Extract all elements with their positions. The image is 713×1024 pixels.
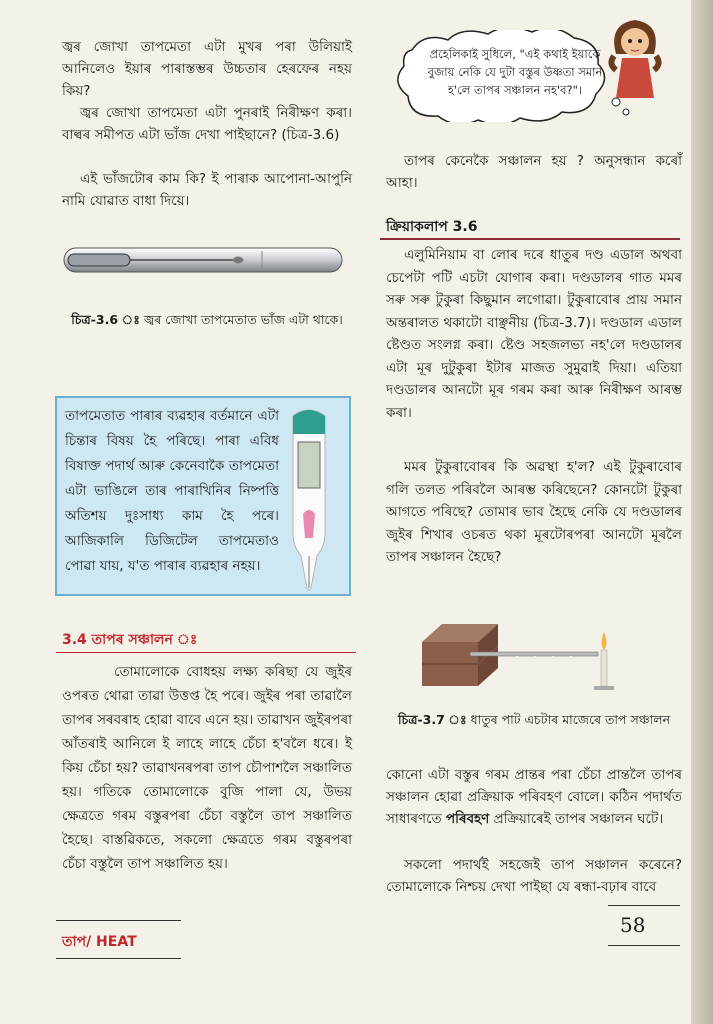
left-paragraph-2: জ্বৰ জোখা তাপমেতা এটা পুনৰাই নিৰীক্ষণ কৰা। বাল্বৰ সমীপত এটা ভাঁজ দেখা পাইছানে? (চিত্ৰ-3.6) [62,105,352,143]
page-number-rule-bottom [608,945,680,946]
mercury-info-text: তাপমেতাত পাৰাৰ ব্যৱহাৰ বৰ্তমানে এটা চিন্তাৰ বিষয় হৈ পৰিছে। পাৰা এবিধ বিষাক্ত পদাৰ্থ আৰু কেনেবাকৈ তাপমেতা এটা ভাঙিলে তাৰ পাৰাখিনিৰ নিষ্পত্তি অতিশয় দুঃসাধ্য কাম হৈ পৰে। আজিকালি ডিজিটেল তাপমেতাও পোৱা যায়, য'ত পাৰাৰ ব্যৱহাৰ নহয়। [65,408,279,574]
section-heading-3-4: 3.4 তাপৰ সঞ্চালন ঃ [62,632,198,648]
right-paragraph-4 [386,764,682,830]
figure-3-7-caption [386,710,682,729]
conduction-term: পৰিবহণ [445,811,490,827]
activity-heading: ক্ৰিয়াকলাপ 3.6 [386,219,478,235]
page-spine [691,0,713,1024]
mercury-info-box [55,396,351,596]
figure-3-7-label: চিত্ৰ-3.7 ঃ [397,712,467,727]
figure-3-6-label: চিত্ৰ-3.6 ঃ [71,312,140,327]
section-divider [56,652,356,653]
bubble-text: প্ৰহেলিকাই সুধিলে, "এই কথাই ইয়াকে বুজায় নেকি যে দুটা বস্তুৰ উষ্ণতা সমান হ'লে তাপৰ সঞ্চালন নহ'ব?"। [427,47,603,97]
left-paragraph-4: তোমালোকে বোধহয় লক্ষ্য কৰিছা যে জুইৰ ওপৰত থোৱা তাৱা উত্তপ্ত হৈ পৰে। জুইৰ পৰা তাৱালৈ তাপৰ সৰবৰাহ হোৱা বাবে এনে হয়। তাৱাখন জুইৰপৰা আঁতৰাই আনিলে ই লাহে লাহে চেঁচা হ'বলৈ ধৰে। ই কিয় চেঁচা হয়? তাৱাখনৰপৰা তাপ চৌপাশলৈ সঞ্চালিত হয়। গতিকে তোমালোকে বুজি পালা যে, উভয় ক্ষেত্ৰতে গৰম বস্তুৰপৰা চেঁচা বস্তুলৈ তাপ সঞ্চালিত হৈছে। বাস্তৱিকতে, সকলো ক্ষেত্ৰতে গৰম বস্তুৰপৰা চেঁচা বস্তুলৈ তাপ সঞ্চালিত হয়। [62,664,352,872]
figure-3-6-text: জ্বৰ জোখা তাপমেতাত ভাঁজ এটা থাকে। [143,312,343,327]
right-paragraph-5: সকলো পদাৰ্থই সহজেই তাপ সঞ্চালন কৰেনে? তোমালোকে নিশ্চয় দেখা পাইছা যে ৰন্ধা-বঢ়াৰ বাবে [386,857,682,895]
clinical-thermometer-image [62,243,344,277]
left-paragraph-3: এই ভাঁজটোৰ কাম কি? ই পাৰাক আপোনা-আপুনি নামি যোৱাত বাধা দিয়ে। [62,171,352,209]
footer-rule-top [56,920,181,921]
page-number-rule-top [608,905,680,906]
metal-strip-apparatus-image [420,612,630,697]
right-paragraph-1: তাপৰ কেনেকৈ সঞ্চালন হয় ? অনুসন্ধান কৰোঁ আহা। [386,153,682,191]
figure-3-7-text: ধাতুৰ পাট এচটাৰ মাজেৰে তাপ সঞ্চালন [470,712,671,727]
digital-thermometer-image [279,406,339,592]
figure-3-6-caption [62,310,352,329]
conduction-text-b: প্ৰক্ৰিয়াৰেই তাপৰ সঞ্চালন ঘটে। [489,811,664,827]
left-paragraph-1: জ্বৰ জোখা তাপমেতা এটা মুখৰ পৰা উলিয়াই আনিলেও ইয়াৰ পাৰাস্তম্ভৰ উচ্চতাৰ হেৰফেৰ নহয় কিয়? [62,39,352,99]
right-paragraph-2: এলুমিনিয়াম বা লোৰ দৰে ধাতুৰ দণ্ড এডাল অথবা চেপেটা পটি এচটা যোগাৰ কৰা। দণ্ডডালৰ গাত মমৰ সৰু সৰু টুকুৰা কিছুমান লগোৱা। টুকুৰাবোৰ প্ৰায় সমান অন্তৰালত থকাটো বাঞ্ছনীয় (চিত্ৰ-3.7)। দণ্ডডাল এডাল ষ্টেণ্ডত সংলগ্ন কৰা। ষ্টেণ্ড সহজলভ্য নহ'লে দণ্ডডালৰ এটা মূৰ দুটুকুৰা ইটাৰ মাজত সুমুৱাই দিয়া। এতিয়া দণ্ডডালৰ আনটো মূৰ গৰম কৰা আৰু নিৰীক্ষণ আৰম্ভ কৰা। [386,247,682,421]
thinking-girl-image [608,14,662,100]
page-number: 58 [620,913,646,937]
footer-title: তাপ/ HEAT [62,934,137,950]
right-paragraph-3: মমৰ টুকুৰাবোৰৰ কি অৱস্থা হ'ল? এই টুকুৰাবোৰ গলি তলত পৰিবলৈ আৰম্ভ কৰিছেনে? কোনটো টুকুৰা আগতে পৰিছে? তোমাৰ ভাব হৈছে নেকি যে দণ্ডডালৰ জুইৰ শিখাৰ ওচৰত থকা মূৰটোৰপৰা আনটো মূৰলৈ তাপৰ সঞ্চালন হৈছে? [386,459,682,565]
conduction-text-a: কোনো এটা বস্তুৰ গৰম প্ৰান্তৰ পৰা চেঁচা প্ৰান্তলৈ তাপৰ সঞ্চালন হোৱা প্ৰক্ৰিয়াক পৰিবহণ বোলে। কঠিন পদাৰ্থত সাধাৰণতে [386,767,682,827]
activity-divider [380,238,680,240]
footer-rule-bottom [56,958,181,959]
